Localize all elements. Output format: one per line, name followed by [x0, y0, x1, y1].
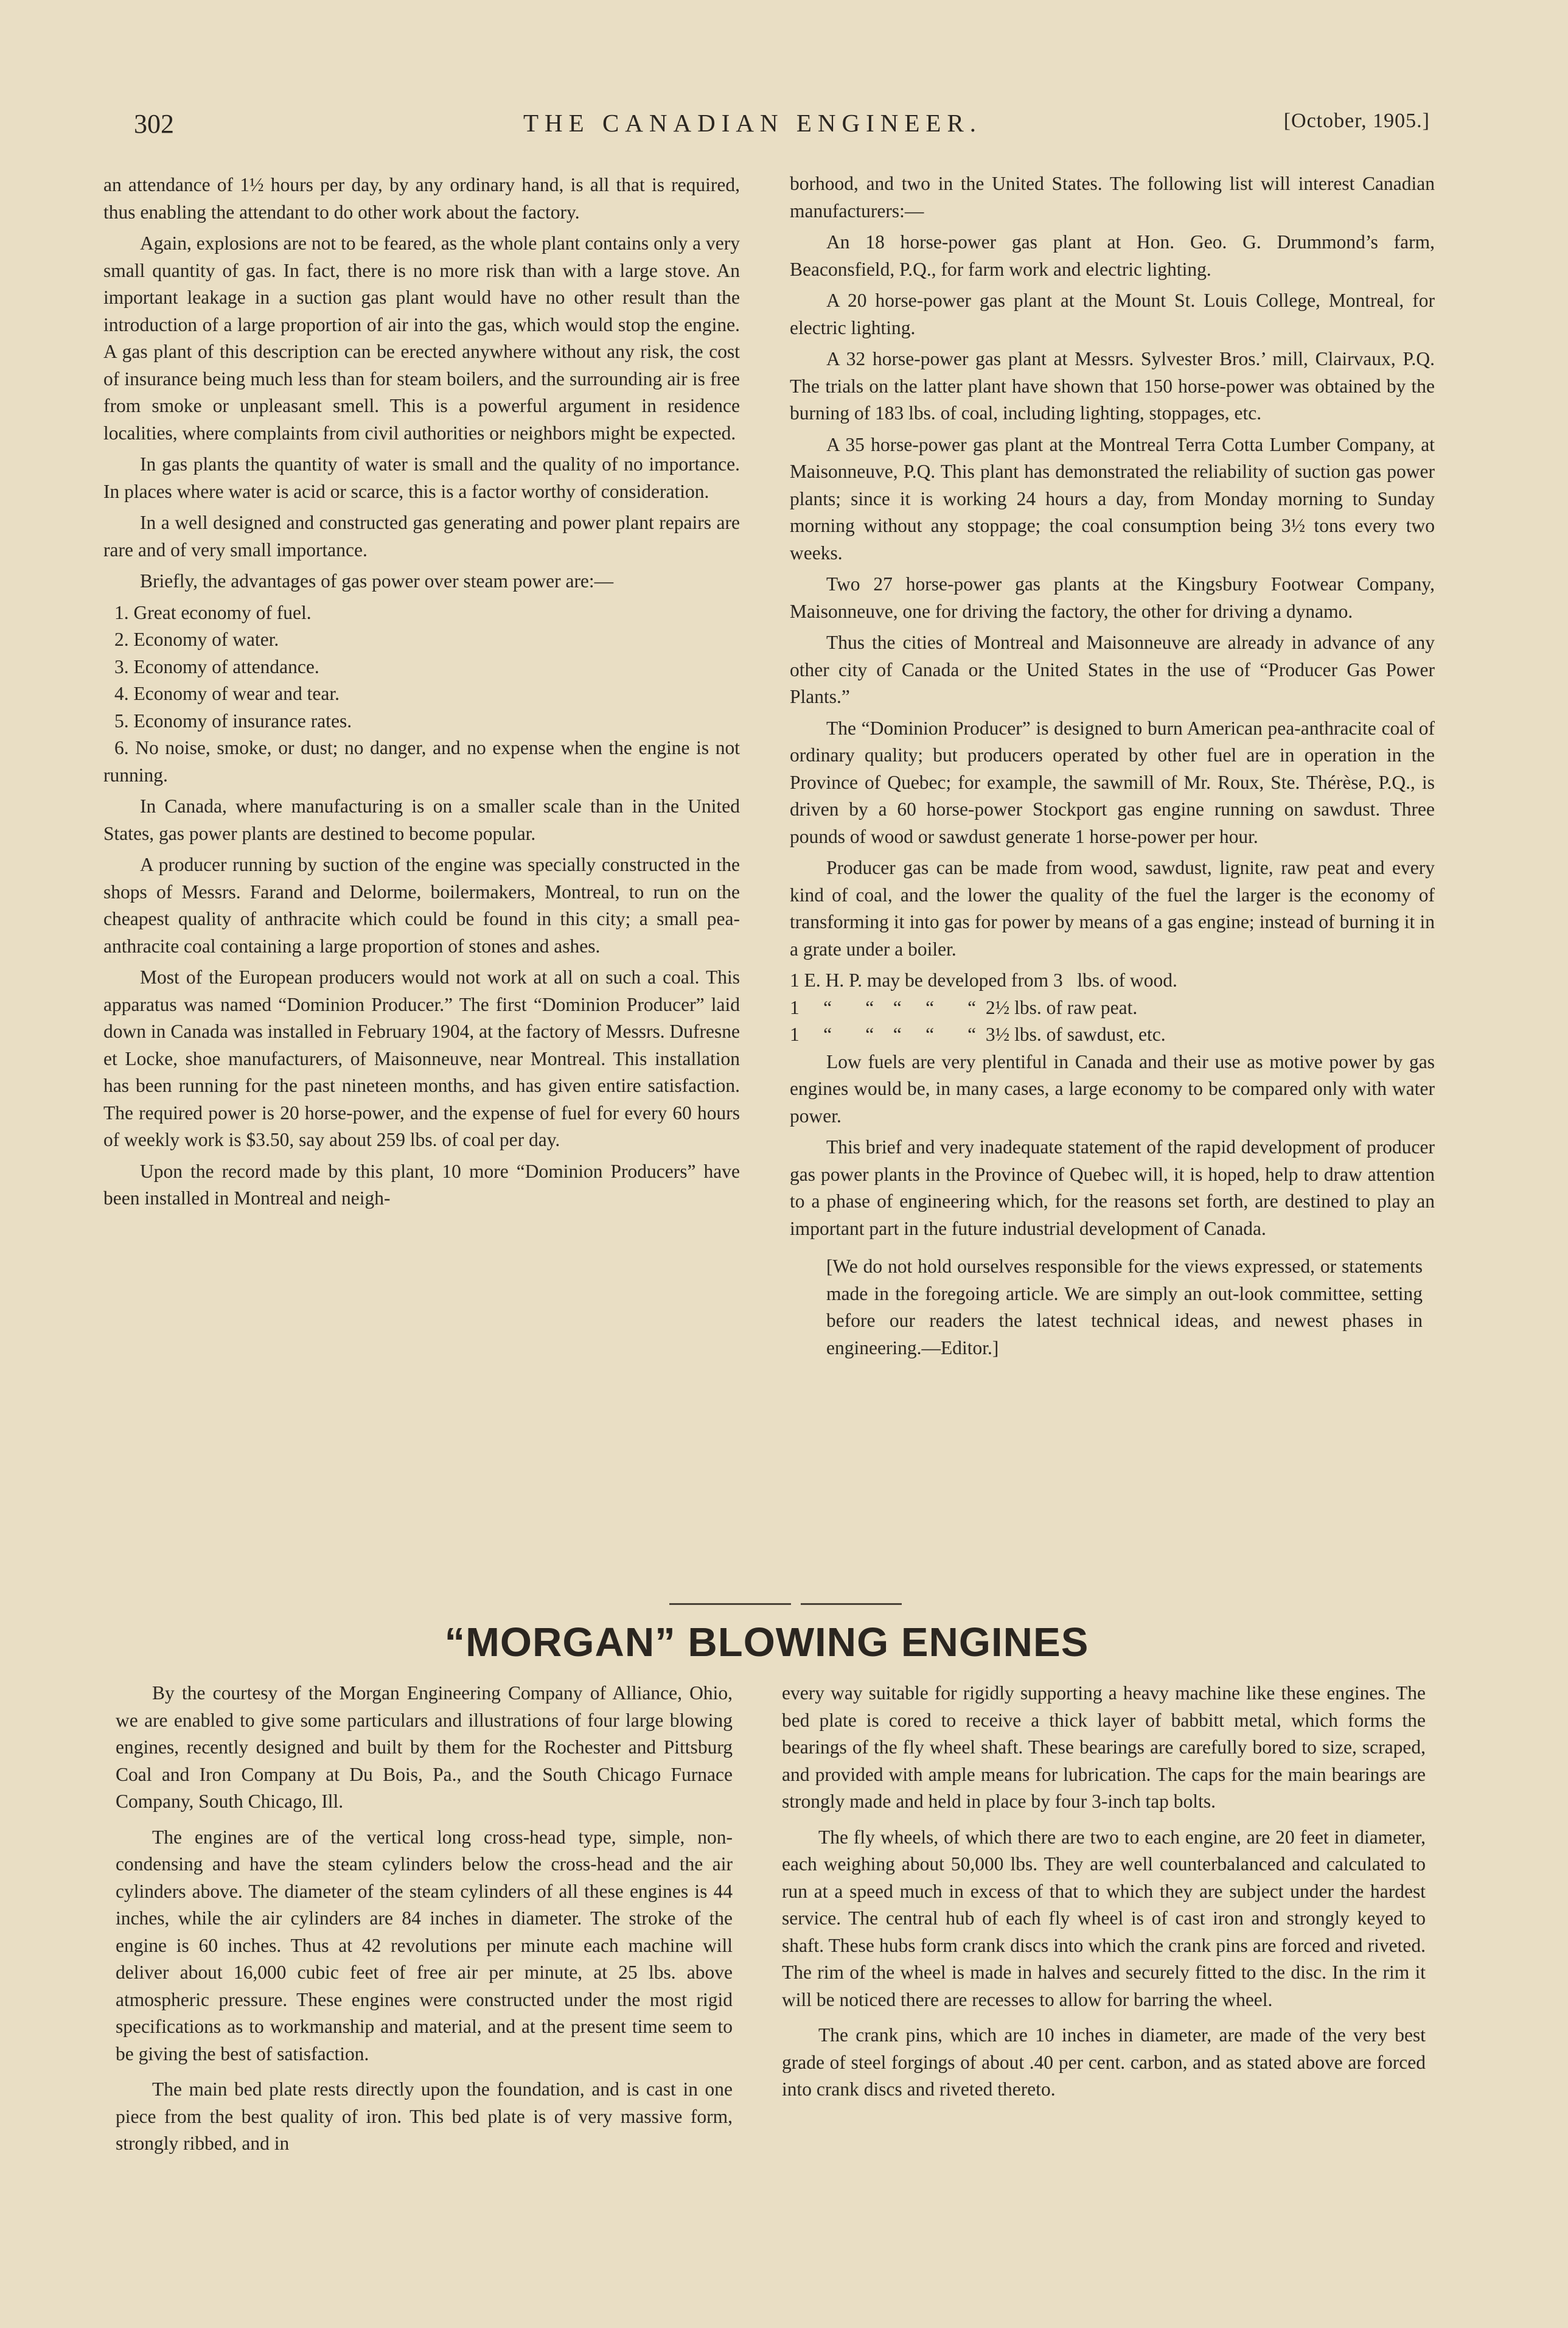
section-divider	[669, 1603, 791, 1605]
paragraph: The fly wheels, of which there are two to each engine, are 20 feet in diameter, each weighing about 50,000 lbs. They are well counterbalanced and calculated to run at a speed much in excess of that to which they are subject under the hardest service. The central hub of each fly wheel is of cast iron and strongly keyed to shaft. These hubs form crank discs into which the crank pins are forced and riveted. The rim of the wheel is made in halves and securely fitted to the disc. In the rim it will be noticed there are recesses to allow for barring the wheel.	[782, 1826, 1426, 2010]
paragraph: The “Dominion Producer” is designed to burn American pea-anthracite coal of ordinary quality; but producers operated by other fuel are in operation in the Province of Quebec; for example, the sawmill of Mr. Roux, Ste. Thérèse, P.Q., is driven by a 60 horse-power Stockport gas engine running on sawdust. Three pounds of wood or sawdust generate 1 horse-power per hour.	[790, 717, 1435, 847]
paragraph: Two 27 horse-power gas plants at the Kingsbury Footwear Company, Maisonneuve, one for driving the factory, the other for driving a dynamo.	[790, 573, 1435, 622]
paragraph: Upon the record made by this plant, 10 more “Dominion Producers” have been installed in Montreal and neigh-	[103, 1160, 740, 1209]
paragraph: This brief and very inadequate statement of the rapid development of producer gas power plants in the Province of Quebec will, it is hoped, help to draw attention to a phase of engineering which, for the reasons set forth, are destined to play an important part in the future industrial development of Canada.	[790, 1136, 1435, 1239]
paragraph: borhood, and two in the United States. The following list will interest Canadian manufacturers:—	[790, 173, 1435, 222]
paragraph: An 18 horse-power gas plant at Hon. Geo. G. Drummond’s farm, Beaconsfield, P.Q., for farm work and electric lighting.	[790, 231, 1435, 280]
article1-column-right	[790, 170, 1435, 1361]
paragraph: The crank pins, which are 10 inches in diameter, are made of the very best grade of steel forgings of about .40 per cent. carbon, and as stated above are forced into crank discs and riveted thereto.	[782, 2024, 1426, 2100]
article2-column-right	[782, 1680, 1426, 2112]
paragraph: A 35 horse-power gas plant at the Montreal Terra Cotta Lumber Company, at Maisonneuve, P.Q. This plant has demonstrated the reliability of suction gas power plants; since it is working 24 hours a day, from Monday morning to Sunday morning without any stoppage; the coal consumption being 3½ tons every two weeks.	[790, 433, 1435, 564]
ehp-table-row: 1 “ “ “ “ “ 3½ lbs. of sawdust, etc.	[790, 1024, 1166, 1045]
paragraph: By the courtesy of the Morgan Engineering Company of Alliance, Ohio, we are enabled to give some particulars and illustrations of four large blowing engines, recently designed and built by them for the Rochester and Pittsburg Coal and Iron Company at Du Bois, Pa., and the South Chicago Furnace Company, South Chicago, Ill.	[116, 1682, 733, 1812]
advantage-item: 5. Economy of insurance rates.	[114, 710, 352, 732]
paragraph: Producer gas can be made from wood, sawdust, lignite, raw peat and every kind of coal, and the lower the quality of the fuel the larger is the economy of transforming it into gas for power by means of a gas engine; instead of burning it in a grate under a boiler.	[790, 857, 1435, 960]
paragraph: an attendance of 1½ hours per day, by any ordinary hand, is all that is required, thus enabling the attendant to do other work about the factory.	[103, 174, 740, 223]
paragraph: In gas plants the quantity of water is small and the quality of no importance. In places where water is acid or scarce, this is a factor worthy of consideration.	[103, 453, 740, 502]
ehp-table-row: 1 “ “ “ “ “ 2½ lbs. of raw peat.	[790, 996, 1138, 1018]
paragraph: In a well designed and constructed gas generating and power plant repairs are rare and of very small importance.	[103, 512, 740, 561]
paragraph: The main bed plate rests directly upon the foundation, and is cast in one piece from the best quality of iron. This bed plate is of very massive form, strongly ribbed, and in	[116, 2078, 733, 2154]
ehp-table-row: 1 E. H. P. may be developed from 3 lbs. of wood.	[790, 970, 1177, 991]
paragraph: The engines are of the vertical long cross-head type, simple, non-condensing and have the steam cylinders below the cross-head and the air cylinders above. The diameter of the steam cylinders of all these engines is 44 inches, while the air cylinders are 84 inches in diameter. The stroke of the engine is 60 inches. Thus at 42 revolutions per minute each machine will deliver about 16,000 cubic feet of free air per minute, at 25 lbs. above atmospheric pressure. These engines were constructed under the most rigid specifications as to workmanship and material, and at the present time seem to be giving the best of satisfaction.	[116, 1826, 733, 2064]
section-divider	[801, 1603, 902, 1605]
article2-column-left	[116, 1680, 733, 2166]
journal-title: THE CANADIAN ENGINEER.	[523, 109, 983, 137]
paragraph: Again, explosions are not to be feared, as the whole plant contains only a very small quantity of gas. In fact, there is no more risk than with a large stove. An important leakage in a suction gas plant would have no other result than the introduction of a large proportion of air into the gas, which would stop the engine. A gas plant of this description can be erected anywhere without any risk, the cost of insurance being much less than for steam boilers, and the surrounding air is free from smoke or unpleasant smell. This is a powerful argument in residence localities, where complaints from civil authorities or neighbors might be expected.	[103, 232, 740, 444]
page-header	[134, 108, 1430, 145]
paragraph: In Canada, where manufacturing is on a smaller scale than in the United States, gas power plants are destined to become popular.	[103, 795, 740, 844]
paragraph: A producer running by suction of the engine was specially constructed in the shops of Messrs. Farand and Delorme, boilermakers, Montreal, to run on the cheapest quality of anthracite which could be found in this city; a small pea-anthracite coal containing a large proportion of stones and ashes.	[103, 854, 740, 957]
advantage-item: 3. Economy of attendance.	[114, 655, 319, 677]
paragraph: every way suitable for rigidly supporting a heavy machine like these engines. The bed plate is cored to receive a thick layer of babbitt metal, which forms the bearings of the fly wheel shaft. These bearings are carefully bored to size, scraped, and provided with ample means for lubrication. The caps for the main bearings are strongly made and held in place by four 3-inch tap bolts.	[782, 1682, 1426, 1812]
paragraph: A 32 horse-power gas plant at Messrs. Sylvester Bros.’ mill, Clairvaux, P.Q. The trials on the latter plant have shown that 150 horse-power was obtained by the burning of 183 lbs. of coal, including lighting, stoppages, etc.	[790, 348, 1435, 424]
page-number: 302	[134, 109, 174, 139]
advantage-item: 1. Great economy of fuel.	[114, 601, 312, 623]
paragraph: Thus the cities of Montreal and Maisonneuve are already in advance of any other city of Canada or the United States in the use of “Producer Gas Power Plants.”	[790, 632, 1435, 707]
paragraph: Most of the European producers would not work at all on such a coal. This apparatus was named “Dominion Producer.” The first “Dominion Producer” laid down in Canada was installed in February 1904, at the factory of Messrs. Dufresne et Locke, shoe manufacturers, of Maisonneuve, near Montreal. This installation has been running for the past nineteen months, and has given entire satisfaction. The required power is 20 horse-power, and the expense of fuel for every 60 hours of weekly work is $3.50, say about 259 lbs. of coal per day.	[103, 967, 740, 1150]
editor-note: [We do not hold ourselves responsible for the views expressed, or statements made in the foregoing article. We are simply an out-look committee, setting before our readers the latest technical ideas, and newest phases in engineering.—Editor.]	[826, 1256, 1423, 1358]
paragraph: Briefly, the advantages of gas power over steam power are:—	[140, 570, 614, 592]
article1-column-left	[103, 172, 740, 1217]
issue-date: [October, 1905.]	[1283, 110, 1430, 132]
article-headline: “MORGAN” BLOWING ENGINES	[444, 1620, 1089, 1665]
advantage-item: 2. Economy of water.	[114, 629, 279, 650]
advantage-item: 6. No noise, smoke, or dust; no danger, and no expense when the engine is not running.	[103, 737, 740, 786]
paragraph: Low fuels are very plentiful in Canada and their use as motive power by gas engines would be, in many cases, a large economy to be compared only with water power.	[790, 1050, 1435, 1127]
paragraph: A 20 horse-power gas plant at the Mount St. Louis College, Montreal, for electric lighting.	[790, 290, 1435, 338]
advantage-item: 4. Economy of wear and tear.	[114, 683, 340, 704]
